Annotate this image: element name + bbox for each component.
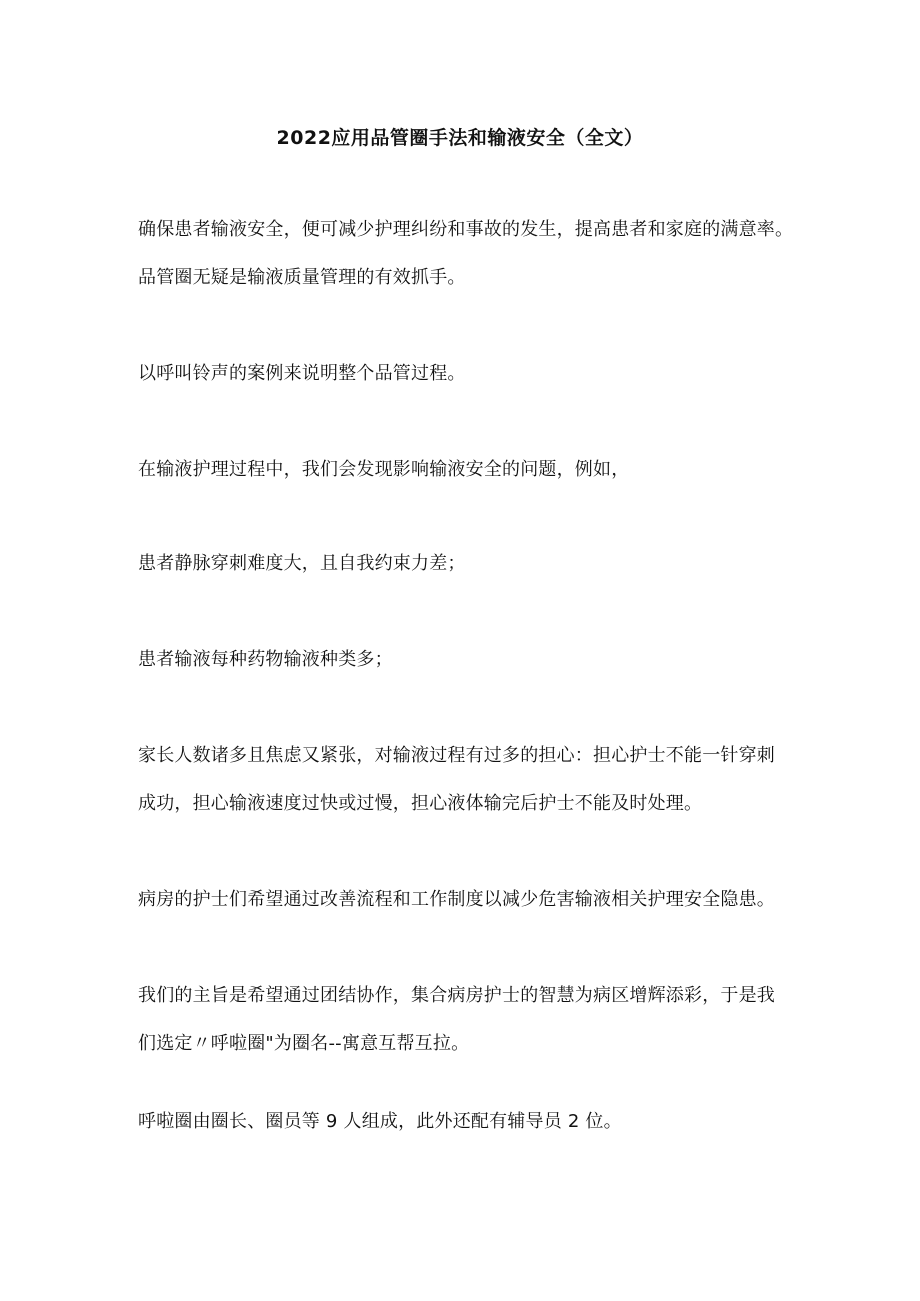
- paragraph-line: 患者静脉穿刺难度大，且自我约束力差；: [138, 553, 466, 574]
- paragraph: [138, 456, 818, 484]
- paragraph: [138, 646, 818, 674]
- document-title: 2022应用品管圈手法和输液安全（全文）: [276, 127, 644, 149]
- paragraph: [138, 1108, 818, 1136]
- paragraph: [138, 982, 818, 1058]
- paragraph: [138, 216, 818, 292]
- paragraph-line: 在输液护理过程中，我们会发现影响输液安全的问题，例如，: [138, 459, 630, 480]
- paragraph: [138, 550, 818, 578]
- paragraph-line: 患者输液每种药物输液种类多；: [138, 649, 393, 670]
- paragraph-line: 们选定〃呼啦圈"为圈名--寓意互帮互拉。: [138, 1033, 470, 1054]
- paragraph-line: 品管圈无疑是输液质量管理的有效抓手。: [138, 267, 466, 288]
- paragraph-line: 成功，担心输液速度过快或过慢，担心液体输完后护士不能及时处理。: [138, 793, 703, 814]
- paragraph: [138, 742, 818, 818]
- paragraph-line: 以呼叫铃声的案例来说明整个品管过程。: [138, 363, 466, 384]
- paragraph-line: 家长人数诸多且焦虑又紧张，对输液过程有过多的担心：担心护士不能一针穿刺: [138, 745, 775, 766]
- paragraph-line: 呼啦圈由圈长、圈员等 9 人组成，此外还配有辅导员 2 位。: [138, 1111, 622, 1132]
- paragraph: [138, 886, 818, 914]
- paragraph-line: 我们的主旨是希望通过团结协作，集合病房护士的智慧为病区增辉添彩，于是我: [138, 985, 775, 1006]
- paragraph: [138, 360, 818, 388]
- paragraph-line: 确保患者输液安全，便可减少护理纠纷和事故的发生，提高患者和家庭的满意率。: [138, 219, 794, 240]
- paragraph-line: 病房的护士们希望通过改善流程和工作制度以减少危害输液相关护理安全隐患。: [138, 889, 775, 910]
